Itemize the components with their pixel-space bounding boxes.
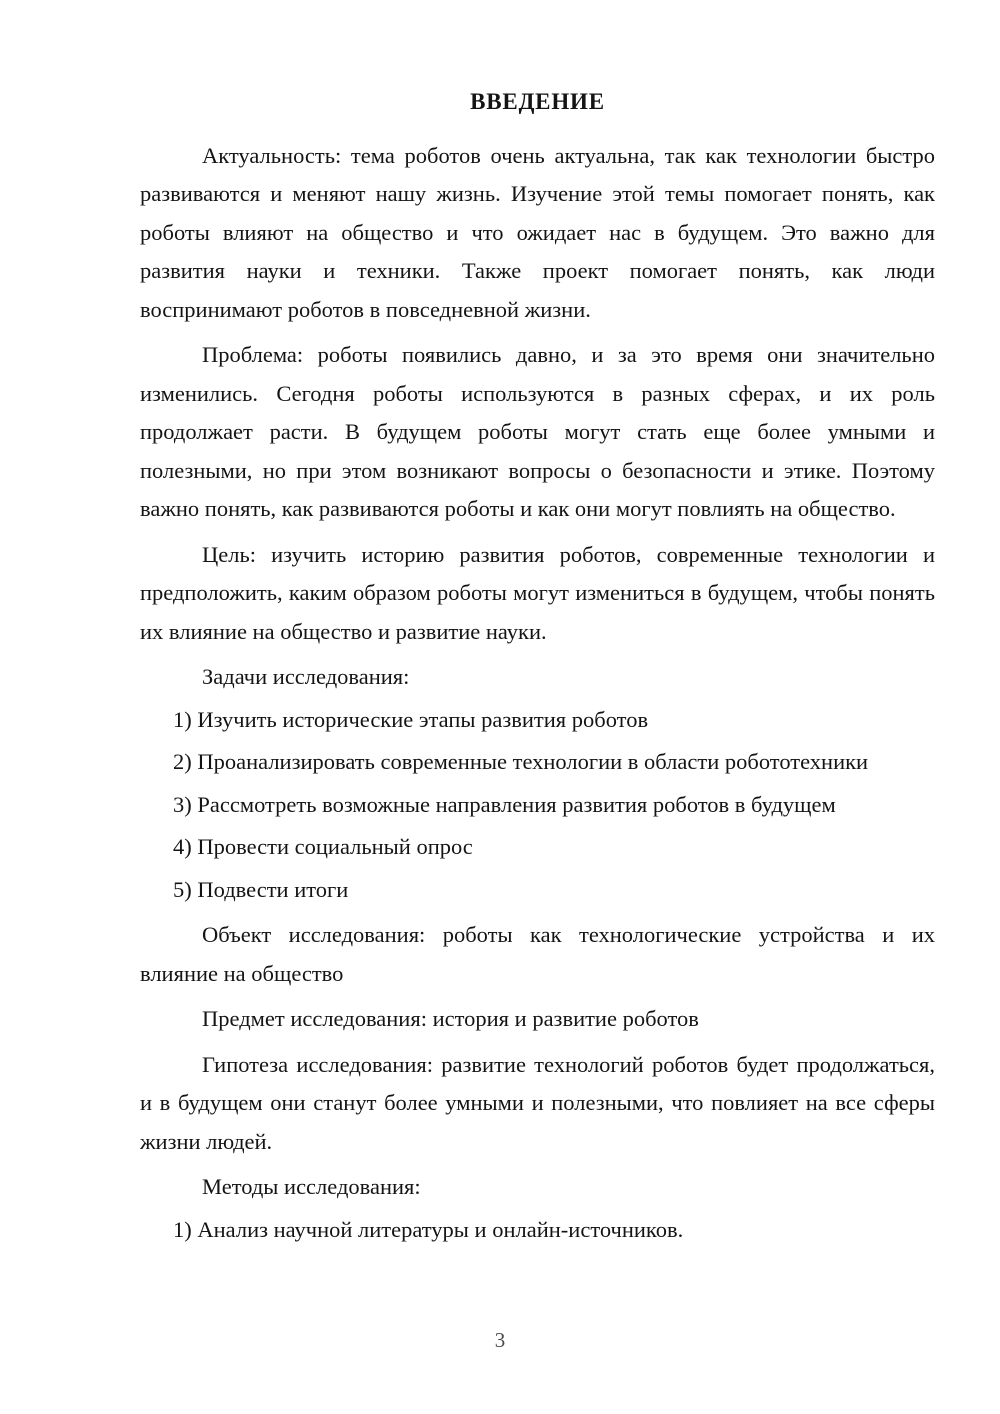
task-item-1: 1) Изучить исторические этапы развития роботов [173, 706, 649, 732]
paragraph-hypothesis: Гипотеза исследования: развитие технологий роботов будет продолжаться, и в будущем они станут более умными и полезными, что повлияет на все сферы жизни людей. [140, 1051, 935, 1154]
page-title: ВВЕДЕНИЕ [470, 89, 605, 114]
page-number: 3 [494, 1328, 506, 1352]
task-item-3: 3) Рассмотреть возможные направления развития роботов в будущем [173, 791, 836, 817]
task-item-2: 2) Проанализировать современные технологии в области робототехники [173, 749, 869, 775]
paragraph-object: Объект исследования: роботы как технологические устройства и их влияние на общество [140, 922, 935, 986]
paragraph-goal: Цель: изучить историю развития роботов, современные технологии и предположить, каким образом роботы могут измениться в будущем, чтобы понять их влияние на общество и развитие науки. [140, 541, 935, 644]
task-item-5: 5) Подвести итоги [173, 876, 349, 902]
paragraph-relevance: Актуальность: тема роботов очень актуальна, так как технологии быстро развиваются и меняют нашу жизнь. Изучение этой темы помогает понять, как роботы влияют на общество и что ожидает нас в будущем. Это важно для развития науки и техники. Также проект помогает понять, как люди воспринимают роботов в повседневной жизни. [140, 142, 935, 322]
methods-heading: Методы исследования: [202, 1174, 421, 1200]
tasks-heading: Задачи исследования: [202, 664, 410, 690]
method-item-1: 1) Анализ научной литературы и онлайн-источников. [173, 1216, 684, 1242]
document-content [140, 88, 935, 1253]
paragraph-problem: Проблема: роботы появились давно, и за это время они значительно изменились. Сегодня роботы используются в разных сферах, и их роль продолжает расти. В будущем роботы могут стать еще более умными и полезными, но при этом возникают вопросы о безопасности и этике. Поэтому важно понять, как развиваются роботы и как они могут повлиять на общество. [140, 342, 935, 522]
task-item-4: 4) Провести социальный опрос [173, 834, 473, 860]
paragraph-subject: Предмет исследования: история и развитие роботов [202, 1006, 699, 1032]
